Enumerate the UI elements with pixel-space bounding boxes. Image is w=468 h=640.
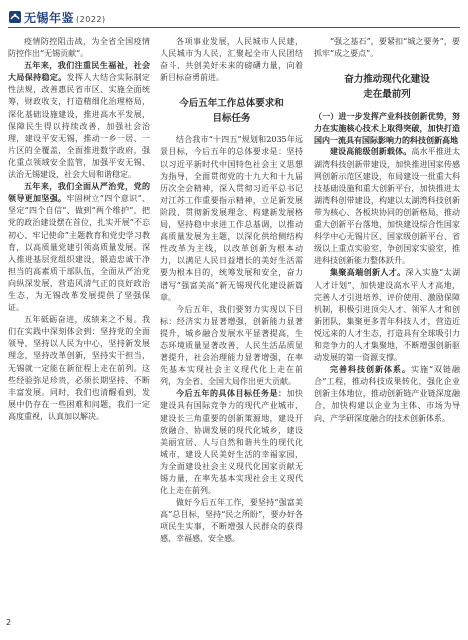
- paragraph: 各项事业发展，人民城市人民建，人民城市为人民，汇聚起全市人民团结奋斗、共创美好未来的磅礴力量，向着新目标奋勇前进。: [160, 37, 303, 83]
- paragraph-body: 高水平推进太湖湾科技创新带建设，加快推进国家传感网创新示范区建设，布局建设一批重大科技基础设施和重大创新平台，加快推进太湖湾科创带建设，构建以太湖湾科技创新带为核心、各板块协同的创新格局，推动重大创新平台落地，加快建设综合性国家科学中心无锡片区、国家级创新平台、省级以上重点实验室，争创国家实验室，推进科技创新能力整体跃升。: [314, 147, 460, 266]
- paragraph-body: 深入实施“太湖人才计划”，加快建设高水平人才高地，完善人才引进培养、评价使用、激励保障机制，积极引进顶尖人才、领军人才和创新团队，集聚更多青年科技人才，营造近悦远来的人才生态，打造具有全球吸引力和竞争力的人才集聚地，不断增强创新驱动发展的第一资源支撑。: [314, 268, 460, 363]
- text-column-2: [160, 36, 303, 612]
- text-column-3: [314, 36, 460, 612]
- paragraph: [314, 364, 460, 424]
- paragraph-lead: 五年来，我们注重民生福祉，社会大局保持稳定。: [8, 61, 150, 83]
- paragraph-body: 加快建设具有国际竞争力的现代产业城市，建设长三角重要的创新策源地，建设开放融合、协调发展的现代化城乡，建设美丽宜居、人与自然和谐共生的现代化城市，建设人民美好生活的幸福家园，为全面建设社会主义现代化国家贡献无锡力量，在率先基本实现社会主义现代化上走在前列。: [160, 389, 303, 496]
- paragraph: 疫情防控阻击战，为全省全国疫情防控作出“无锡贡献”。: [8, 37, 150, 59]
- section-heading: [160, 96, 303, 126]
- text-column-1: [8, 36, 150, 612]
- publication-year: (2022): [76, 15, 106, 24]
- section-heading-line: 目标任务: [212, 113, 251, 125]
- paragraph: 结合我市“十四五”规划和2035年远景目标，今后五年的总体要求是：坚持以习近平新时代中国特色社会主义思想为指导，全面贯彻党的十九大和十九届历次全会精神，深入贯彻习近平总书记对江苏工作重要指示精神，立足新发展阶段、贯彻新发展理念、构建新发展格局，坚持稳中求进工作总基调，以推动高质量发展为主题，以深化供给侧结构性改革为主线，以改革创新为根本动力，以满足人民日益增长的美好生活需要为根本目的，统筹发展和安全，奋力谱写“强富美高”新无锡现代化建设新篇章。: [160, 135, 303, 302]
- section-heading: [314, 72, 460, 102]
- paragraph-body: 发挥人大结合实际制定性法规，改善惠民省市区、实施全面统筹，财政收支，打造精细化治理格局，深化基础设施建设，推进高水平发展，保障民生得以持续改善，加强社会治理，建设平安无锡，推动一乡一居、一片区的全覆盖，全面推进数字政府，强化重点领域安全监管，加强平安无锡、法治无锡建设，社会大局和谐稳定。: [8, 73, 150, 180]
- paragraph: [8, 60, 150, 181]
- paragraph-body: 实施“双链融合”工程，推动科技成果转化，强化企业创新主体地位，推动创新链产业链深度融合，加快构建以企业为主体、市场为导向、产学研深度融合的技术创新体系。: [314, 365, 460, 423]
- paragraph-lead: 集聚高端创新人才。: [330, 268, 406, 278]
- paragraph: [8, 181, 150, 314]
- section-heading-line: 奋力推动现代化建设: [344, 74, 430, 86]
- sub-heading: （一）进一步发挥产业科技创新优势，努力在实施核心技术上取得突破，加快打造国内一流具有国际影响力的科技创新高地: [314, 111, 460, 146]
- publication-title: [24, 9, 106, 26]
- paragraph: [160, 388, 303, 497]
- paragraph: 做好今后五年工作，要坚持“强富美高”总目标，坚持“民之所盼”，要办好各项民生实事，不断增强人民群众的获得感、幸福感、安全感。: [160, 498, 303, 544]
- paragraph-lead: 完善科技创新体系。: [330, 365, 411, 375]
- paragraph: 今后五年，我们要努力实现以下目标：经济实力显著增强，创新能力显著提升，城乡融合发展水平显著提高，生态环境质量显著改善，人民生活品质显著提升，社会治理能力显著增强，在率先基本实现社会主义现代化上走在前列，为全省、全国大局作出更大贡献。: [160, 304, 303, 387]
- paragraph-lead: 建设高能级创新载体。: [330, 147, 412, 157]
- paragraph-lead: 今后五年的具体目标任务是：: [176, 389, 287, 399]
- paragraph-lead: 五年来，我们全面从严治党，党的领导更加坚强。: [8, 182, 150, 204]
- publication-name: 无锡年鉴: [24, 11, 75, 25]
- page-number: 2: [6, 618, 12, 627]
- paragraph: [314, 267, 460, 364]
- paragraph: [314, 146, 460, 267]
- section-heading-line: 走在最前列: [363, 89, 411, 101]
- paragraph: “强之基石”，要紧扣“城之要务”，要抓牢“成之要点”。: [314, 37, 460, 59]
- paragraph-body: 牢固树立“四个意识”、坚定“四个自信”、做到“两个维护”，把党的政治建设摆在首位，扎实开展“不忘初心、牢记使命”主题教育和党史学习教育，以高质量党建引领高质量发展。深入推进基层党组织建设，锻造忠诚干净担当的高素质干部队伍，全面从严治党向纵深发展，营造风清气正的良好政治生态，为无锡改革发展提供了坚强保证。: [8, 194, 150, 313]
- header-rule: [8, 27, 460, 28]
- paragraph: 五年砥砺奋进，成绩来之不易。我们在实践中深刻体会到：坚持党的全面领导，坚持以人民为中心，坚持新发展理念，坚持改革创新，坚持实干担当，无锡就一定能在新征程上走在前列。这些经验弥足珍贵，必须长期坚持、不断丰富发展。同时，我们也清醒看到，发展中仍存在一些困难和问题，我们一定高度重视，认真加以解决。: [8, 315, 150, 421]
- yearbook-logo-icon: [8, 10, 22, 24]
- section-heading-line: 今后五年工作总体要求和: [179, 98, 284, 110]
- page-header: [0, 0, 468, 36]
